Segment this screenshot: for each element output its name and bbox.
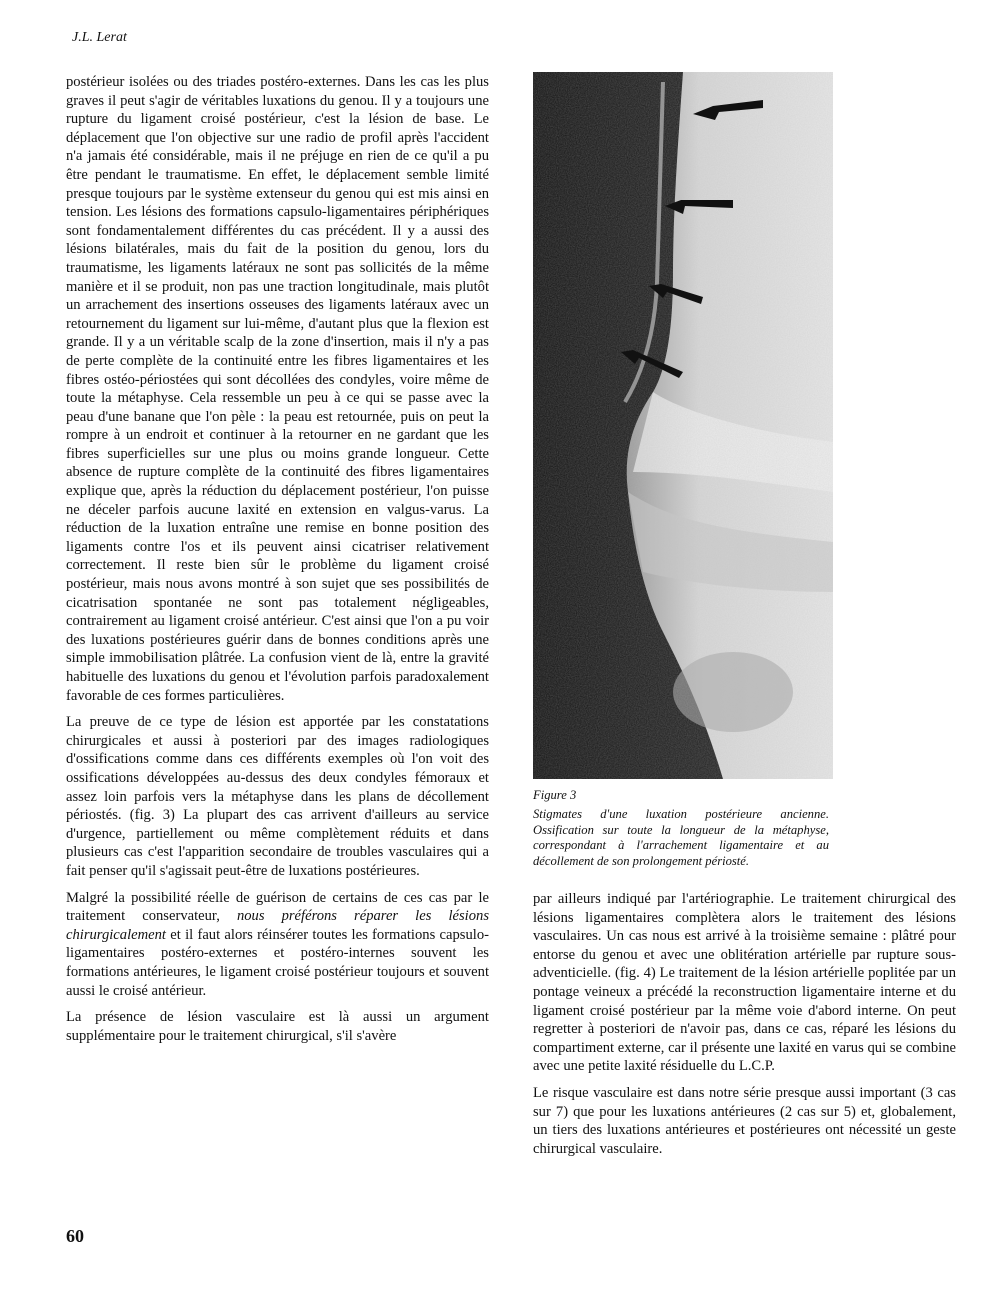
- left-column: [66, 73, 489, 1053]
- knee-radiograph-figure: [533, 72, 833, 779]
- right-column: [533, 890, 956, 1166]
- paragraph: par ailleurs indiqué par l'artériographie. Le traitement chirurgical des lésions ligamentaires complètera alors le traitement des lésions vasculaires. Un cas nous est arrivé à la troisième semaine : plâtré pour entorse du genou et avec une oblitération artérielle par rupture sous-adventicielle. (fig. 4) Le traitement de la lésion artérielle poplitée par un pontage veineux a précédé la reconstruction ligamentaire interne et du ligament croisé postérieur par la même voie d'abord interne. On peut regretter à posteriori de n'avoir pas, dans ce cas, réparé les lésions du compartiment externe, car il présente une laxité en varus qui se combine avec une petite laxité résiduelle du L.C.P.: [533, 891, 956, 1075]
- radiograph-image: [533, 72, 833, 779]
- paragraph: Le risque vasculaire est dans notre série presque aussi important (3 cas sur 7) que pour les luxations antérieures (2 cas sur 5) et, globalement, un tiers des luxations antérieures et postérieures ont nécessité un geste chirurgical vasculaire.: [533, 1084, 956, 1157]
- running-head: J.L. Lerat: [72, 30, 127, 45]
- paragraph: postérieur isolées ou des triades postéro-externes. Dans les cas les plus graves il peut s'agir de véritables luxations du genou. Il y a toujours une rupture du ligament croisé postérieur, c'est la lésion de base. Le déplacement que l'on objective sur une radio de profil après l'accident n'a jamais été considérable, mais il ne préjuge en rien de ce qu'il a pu être pendant le traumatisme. En effet, le déplacement semble limité presque toujours par le système extenseur du genou qui est mis ainsi en tension. Les lésions des formations capsulo-ligamentaires périphériques sont fondamentalement différentes du cas précédent. Il y a aussi des lésions bilatérales, mais du fait de la position du genou, lors du traumatisme, les ligaments latéraux ne sont pas sollicités de la même manière et il se produit, non pas une traction longitudinale, mais plutôt un arrachement des insertions osseuses des ligaments latéraux avec un retournement du ligament sur lui-même, d'autant plus que la flexion est grande. Il y a un véritable scalp de la zone d'insertion, mais il n'y a pas de perte complète de la continuité entre les fibres ligamentaires et les fibres ostéo-périostées qui sont décollées des condyles, voire même de toute la métaphyse. Cela ressemble un peu à ce qui se passe avec la peau d'une banane que l'on pèle : la peau est retournée, puis on peut la rompre à un endroit et continuer à la retourner en ne gardant que les fibres superficielles sur une plus ou moins grande longueur. Cette absence de rupture complète de la continuité des fibres ligamentaires explique que, après la réduction du déplacement postérieur, l'on puisse ne déceler parfois aucune laxité en extension en valgus-varus. La réduction de la luxation entraîne une remise en bonne position des ligaments contre l'os et ils peuvent ainsi cicatriser relativement correctement. Il reste bien sûr le problème du ligament croisé postérieur, mais nous avons montré à son sujet que ses possibilités de cicatrisation spontanée ne sont pas totalement négligeables, contrairement au ligament croisé antérieur. C'est ainsi que l'on a pu voir des luxations postérieures guérir dans de bonnes conditions après une simple immobilisation plâtrée. La confusion vient de là, entre la gravité habituelle des luxations du genou et l'évolution parfois paradoxalement favorable de ces formes particulières.: [66, 74, 489, 704]
- figure-caption: [533, 788, 829, 869]
- emphasis-text: nous préférons réparer les lésions chirurgicalement: [66, 908, 490, 943]
- paragraph-text: Malgré la possibilité réelle de guérison de certains de ces cas par le traitement conservateur,: [66, 889, 489, 925]
- page-number: 60: [66, 1226, 84, 1246]
- paragraph-text: et il faut alors réinsérer toutes les formations capsulo-ligamentaires postéro-externes et postéro-internes souvent les formations antérieures, le ligament croisé postérieur toujours et souvent aussi le croisé antérieur.: [66, 926, 489, 999]
- paragraph: La présence de lésion vasculaire est là aussi un argument supplémentaire pour le traitement chirurgical, s'il s'avère: [66, 1009, 489, 1044]
- figure-label: Figure 3: [533, 788, 577, 802]
- paragraph: La preuve de ce type de lésion est apportée par les constatations chirurgicales et aussi à posteriori par des images radiologiques d'ossifications comme dans ces différents exemples où l'on voit des ossifications développées au-dessus des deux condyles fémoraux et assez loin parfois vers la métaphyse dans les plans de décollement périostés. (fig. 3) La plupart des cas arrivent d'ailleurs au service d'urgence, partiellement ou même complètement réduits et dans plusieurs cas c'est l'apparition secondaire de troubles vasculaires qui a fait penser qu'il s'agissait peut-être de luxations postérieures.: [66, 714, 489, 879]
- caption-text: Stigmates d'une luxation postérieure ancienne. Ossification sur toute la longueur de la métaphyse, correspondant à l'arrachement ligamentaire et au décollement de son prolongement périosté.: [533, 807, 829, 868]
- paragraph: [66, 889, 489, 1001]
